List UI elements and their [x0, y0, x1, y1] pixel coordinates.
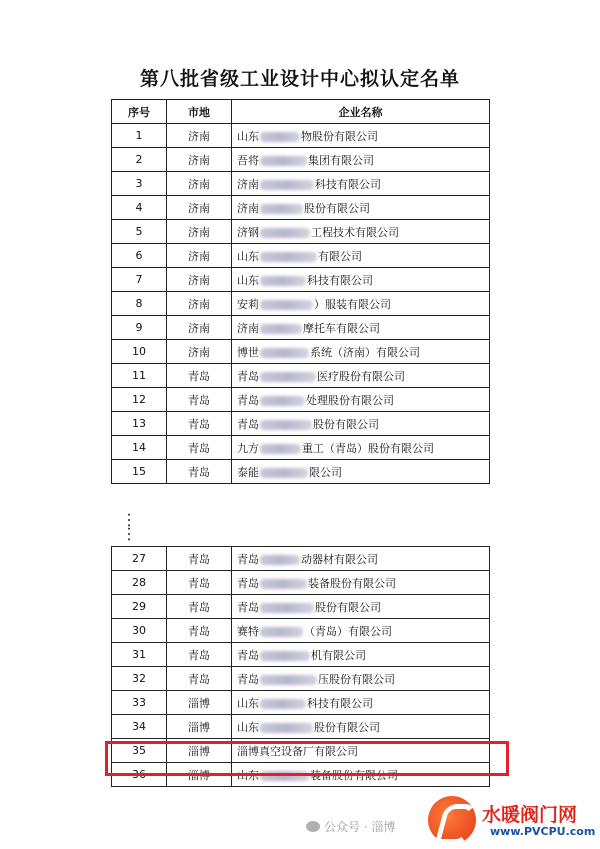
- row-index: 28: [112, 571, 167, 595]
- site-logo-url: www.PVCPU.com: [490, 825, 596, 838]
- highlight-box-row-35: [105, 741, 509, 776]
- company-name-suffix: 限公司: [309, 465, 342, 479]
- company-name-suffix: 装备股份有限公司: [308, 576, 396, 590]
- company-name-suffix: 工程技术有限公司: [311, 225, 399, 239]
- row-city: 青岛: [167, 412, 232, 436]
- company-name-prefix: 济南: [237, 201, 259, 215]
- redacted-blur: [260, 372, 316, 382]
- redacted-blur: [260, 324, 302, 334]
- company-name-prefix: 九方: [237, 441, 259, 455]
- company-name-prefix: 博世: [237, 345, 259, 359]
- table-row: [112, 643, 490, 667]
- row-index: 34: [112, 715, 167, 739]
- row-company-name: [232, 316, 490, 340]
- table-row: [112, 196, 490, 220]
- company-name-prefix: 山东: [237, 273, 259, 287]
- company-name-suffix: 股份有限公司: [314, 720, 380, 734]
- table-row: [112, 412, 490, 436]
- row-city: 济南: [167, 172, 232, 196]
- row-index: 9: [112, 316, 167, 340]
- row-city: 青岛: [167, 364, 232, 388]
- company-name-suffix: 重工（青岛）股份有限公司: [302, 441, 434, 455]
- row-company-name: [232, 691, 490, 715]
- row-index: 29: [112, 595, 167, 619]
- row-city: 济南: [167, 220, 232, 244]
- redacted-blur: [260, 228, 310, 238]
- row-index: 7: [112, 268, 167, 292]
- table-row: [112, 547, 490, 571]
- row-city: 青岛: [167, 547, 232, 571]
- row-city: 淄博: [167, 691, 232, 715]
- row-city: 青岛: [167, 643, 232, 667]
- company-name-suffix: 科技有限公司: [307, 273, 373, 287]
- company-name-prefix: 济南: [237, 321, 259, 335]
- row-company-name: [232, 547, 490, 571]
- row-company-name: [232, 667, 490, 691]
- redacted-blur: [260, 555, 300, 565]
- redacted-blur: [260, 204, 303, 214]
- row-company-name: [232, 220, 490, 244]
- company-name-prefix: 济钢: [237, 225, 259, 239]
- redacted-blur: [260, 675, 317, 685]
- company-name-suffix: ）服装有限公司: [314, 297, 391, 311]
- company-name-suffix: （青岛）有限公司: [304, 624, 392, 638]
- wechat-icon: [306, 821, 320, 832]
- row-index: 27: [112, 547, 167, 571]
- redacted-blur: [260, 300, 313, 310]
- row-city: 济南: [167, 340, 232, 364]
- row-city: 淄博: [167, 763, 232, 787]
- company-name-prefix: 山东: [237, 129, 259, 143]
- table-row: [112, 667, 490, 691]
- row-index: 12: [112, 388, 167, 412]
- site-logo-text: 水暖阀门网: [482, 804, 578, 826]
- row-index: 35: [112, 739, 167, 763]
- row-index: 15: [112, 460, 167, 484]
- row-company-name: [232, 148, 490, 172]
- company-name-prefix: 安莉: [237, 297, 259, 311]
- row-city: 青岛: [167, 667, 232, 691]
- company-name-prefix: 吾将: [237, 153, 259, 167]
- row-city: 青岛: [167, 460, 232, 484]
- company-name-suffix: 摩托车有限公司: [303, 321, 380, 335]
- row-index: 11: [112, 364, 167, 388]
- row-company-name: [232, 364, 490, 388]
- row-city: 青岛: [167, 595, 232, 619]
- table-header-row: [112, 100, 490, 124]
- document-title: 第八批省级工业设计中心拟认定名单: [139, 68, 460, 90]
- company-name-prefix: 青岛: [237, 600, 259, 614]
- redacted-blur: [260, 420, 312, 430]
- table-row: [112, 571, 490, 595]
- row-index: 4: [112, 196, 167, 220]
- company-name-suffix: 处理股份有限公司: [306, 393, 394, 407]
- redacted-blur: [260, 276, 306, 286]
- row-company-name: [232, 124, 490, 148]
- company-table-top: [111, 99, 490, 484]
- wechat-watermark-text: 公众号 · 淄博: [324, 820, 396, 834]
- company-name-prefix: 山东: [237, 768, 259, 782]
- table-row: [112, 124, 490, 148]
- row-city: 济南: [167, 316, 232, 340]
- row-company-name: [232, 619, 490, 643]
- redacted-blur: [260, 396, 305, 406]
- company-name-suffix: 科技有限公司: [307, 696, 373, 710]
- row-index: 1: [112, 124, 167, 148]
- company-name-suffix: 有限公司: [318, 249, 362, 263]
- redacted-blur: [260, 627, 303, 637]
- row-city: 淄博: [167, 739, 232, 763]
- redacted-blur: [260, 651, 310, 661]
- table-row: [112, 364, 490, 388]
- table-row: [112, 595, 490, 619]
- row-company-name: [232, 196, 490, 220]
- row-company-name: [232, 460, 490, 484]
- header-company: 企业名称: [232, 100, 490, 124]
- row-city: 济南: [167, 244, 232, 268]
- row-company-name: [232, 172, 490, 196]
- company-name-suffix: 股份有限公司: [313, 417, 379, 431]
- row-city: 济南: [167, 124, 232, 148]
- row-city: 济南: [167, 148, 232, 172]
- redacted-blur: [260, 252, 317, 262]
- row-city: 青岛: [167, 571, 232, 595]
- table-row: [112, 460, 490, 484]
- row-company-name: [232, 412, 490, 436]
- table-row: [112, 172, 490, 196]
- company-name-suffix: 股份有限公司: [315, 600, 381, 614]
- row-index: 10: [112, 340, 167, 364]
- table-row: [112, 292, 490, 316]
- row-city: 淄博: [167, 715, 232, 739]
- row-company-name: [232, 436, 490, 460]
- table-row: [112, 268, 490, 292]
- row-company-name: [232, 268, 490, 292]
- company-name-suffix: 机有限公司: [311, 648, 366, 662]
- row-city: 济南: [167, 268, 232, 292]
- company-name-suffix: 科技有限公司: [315, 177, 381, 191]
- row-index: 6: [112, 244, 167, 268]
- company-name-suffix: 股份有限公司: [304, 201, 370, 215]
- table-row: [112, 340, 490, 364]
- row-index: 33: [112, 691, 167, 715]
- redacted-blur: [260, 180, 314, 190]
- company-name-prefix: 济南: [237, 177, 259, 191]
- table-row: [112, 244, 490, 268]
- table-row: [112, 316, 490, 340]
- header-index: 序号: [112, 100, 167, 124]
- redacted-blur: [260, 579, 307, 589]
- company-name-suffix: 动器材有限公司: [301, 552, 378, 566]
- company-name-prefix: 淄博真空设备厂有限公司: [237, 744, 358, 758]
- company-name-suffix: 装备股份有限公司: [310, 768, 398, 782]
- row-company-name: [232, 292, 490, 316]
- row-company-name: [232, 571, 490, 595]
- redacted-blur: [260, 468, 308, 478]
- omitted-rows-ellipsis: ……: [124, 512, 143, 540]
- company-name-suffix: 集团有限公司: [308, 153, 374, 167]
- company-name-prefix: 山东: [237, 696, 259, 710]
- wechat-watermark: [306, 818, 395, 835]
- redacted-blur: [260, 348, 309, 358]
- company-name-suffix: 压股份有限公司: [318, 672, 395, 686]
- company-name-prefix: 青岛: [237, 672, 259, 686]
- row-index: 8: [112, 292, 167, 316]
- company-name-prefix: 青岛: [237, 393, 259, 407]
- row-index: 3: [112, 172, 167, 196]
- site-logo-icon: [428, 796, 476, 844]
- company-name-suffix: 系统（济南）有限公司: [310, 345, 420, 359]
- row-company-name: [232, 388, 490, 412]
- table-row: [112, 220, 490, 244]
- table-row: [112, 436, 490, 460]
- redacted-blur: [260, 603, 314, 613]
- redacted-blur: [260, 699, 306, 709]
- company-name-prefix: 青岛: [237, 369, 259, 383]
- table-row: [112, 715, 490, 739]
- redacted-blur: [260, 723, 313, 733]
- row-index: 31: [112, 643, 167, 667]
- company-name-prefix: 山东: [237, 249, 259, 263]
- table-row: [112, 148, 490, 172]
- redacted-blur: [260, 444, 301, 454]
- row-city: 济南: [167, 196, 232, 220]
- table-row: [112, 619, 490, 643]
- company-name-prefix: 泰能: [237, 465, 259, 479]
- row-company-name: [232, 244, 490, 268]
- header-city: 市地: [167, 100, 232, 124]
- company-name-prefix: 赛特: [237, 624, 259, 638]
- row-city: 济南: [167, 292, 232, 316]
- row-index: 13: [112, 412, 167, 436]
- row-company-name: [232, 643, 490, 667]
- row-index: 14: [112, 436, 167, 460]
- company-name-prefix: 青岛: [237, 417, 259, 431]
- company-name-prefix: 山东: [237, 720, 259, 734]
- row-index: 32: [112, 667, 167, 691]
- row-city: 青岛: [167, 436, 232, 460]
- table-row: [112, 691, 490, 715]
- row-city: 青岛: [167, 619, 232, 643]
- company-name-suffix: 物股份有限公司: [301, 129, 378, 143]
- company-name-prefix: 青岛: [237, 648, 259, 662]
- row-index: 5: [112, 220, 167, 244]
- row-index: 36: [112, 763, 167, 787]
- redacted-blur: [260, 132, 300, 142]
- company-name-prefix: 青岛: [237, 552, 259, 566]
- row-company-name: [232, 340, 490, 364]
- row-index: 30: [112, 619, 167, 643]
- row-company-name: [232, 595, 490, 619]
- company-name-prefix: 青岛: [237, 576, 259, 590]
- table-row: [112, 388, 490, 412]
- redacted-blur: [260, 156, 307, 166]
- company-name-suffix: 医疗股份有限公司: [317, 369, 405, 383]
- row-index: 2: [112, 148, 167, 172]
- row-company-name: [232, 715, 490, 739]
- row-city: 青岛: [167, 388, 232, 412]
